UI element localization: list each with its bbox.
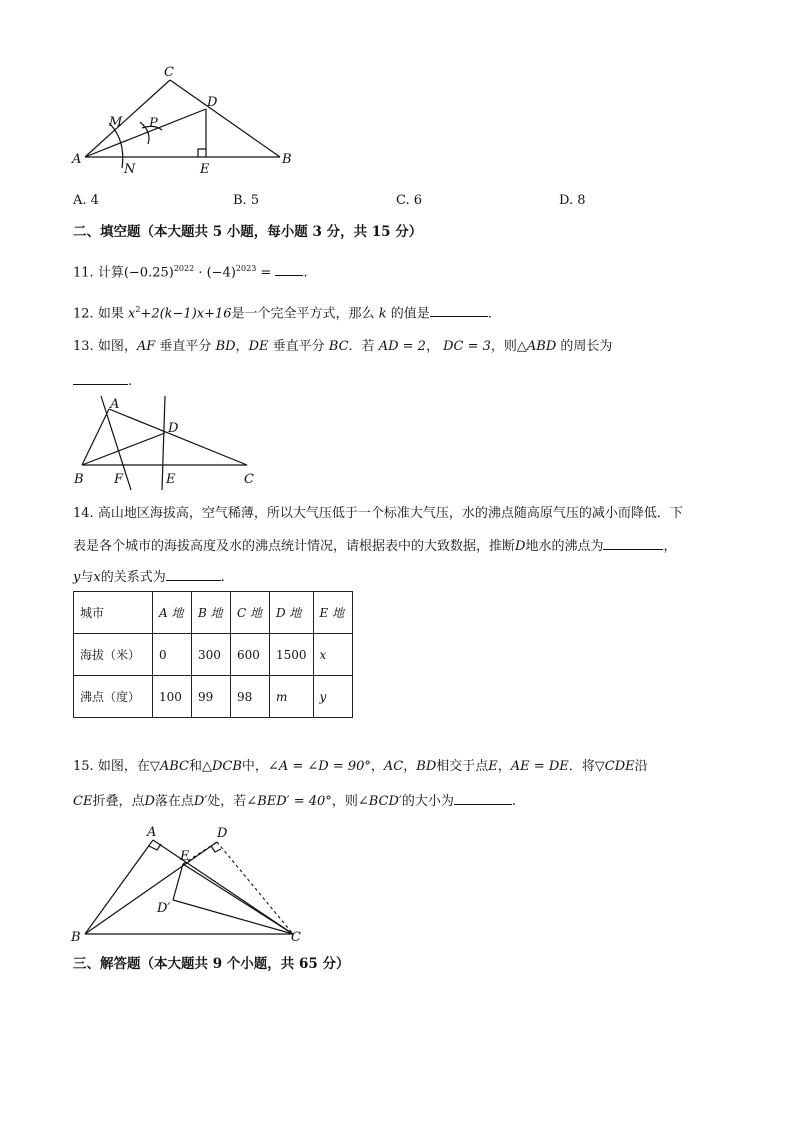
q11-equals: = bbox=[260, 265, 272, 281]
q15-t1i: 沿 bbox=[634, 759, 648, 774]
q14-text2b: 地水的沸点为 bbox=[525, 539, 604, 554]
altitude-boiling-table bbox=[73, 591, 353, 718]
option-b[interactable]: B. 5 bbox=[233, 193, 260, 208]
q13 bbox=[73, 338, 612, 356]
segment-AD bbox=[85, 109, 206, 157]
q15-AC: AC bbox=[383, 759, 404, 774]
q11-num: 11. bbox=[73, 265, 94, 281]
table-cell: m bbox=[270, 676, 314, 718]
q11-exp1: 2022 bbox=[173, 264, 195, 273]
q13-t3: 垂直平分 bbox=[272, 339, 325, 354]
label-E: E bbox=[166, 472, 176, 487]
q12-sq: 2 bbox=[135, 305, 141, 314]
table-cell: 1500 bbox=[270, 634, 314, 676]
q11-answer-blank[interactable] bbox=[275, 263, 303, 276]
q13-AF: AF bbox=[136, 339, 156, 354]
side-AC bbox=[109, 409, 247, 465]
label-C: C bbox=[164, 65, 174, 80]
q15-tri1: ▽ABC bbox=[149, 759, 189, 774]
table-cell: 98 bbox=[231, 676, 270, 718]
q15-t2c: 落在点 bbox=[154, 794, 194, 809]
q13-t2: ， bbox=[235, 339, 249, 354]
q15-num: 15. bbox=[73, 759, 94, 774]
q13-DE: DE bbox=[248, 339, 269, 354]
q14-D: D bbox=[515, 539, 526, 554]
right-angle-mark-D bbox=[211, 846, 221, 852]
right-angle-mark bbox=[198, 149, 206, 157]
q15-BD: BD bbox=[416, 759, 437, 774]
q13-answer-blank[interactable] bbox=[73, 372, 128, 385]
label-B: B bbox=[282, 152, 292, 167]
q13-AD: AD = 2 bbox=[378, 339, 426, 354]
option-c[interactable]: C. 6 bbox=[396, 193, 423, 208]
label-A: A bbox=[110, 397, 120, 412]
q15-Dp: D′ bbox=[193, 794, 208, 809]
label-D: D bbox=[168, 421, 179, 436]
label-D: D bbox=[207, 95, 218, 110]
q15-t1f: 相交于点 bbox=[436, 759, 489, 774]
q11-base2: (−4) bbox=[206, 265, 236, 281]
option-a[interactable]: A. 4 bbox=[73, 193, 99, 208]
label-F: F bbox=[114, 472, 124, 487]
q15-tri2: ▽CDE bbox=[594, 759, 635, 774]
q13-t5: ， bbox=[425, 339, 439, 354]
table-cell: 100 bbox=[153, 676, 192, 718]
q15-line1 bbox=[73, 758, 648, 776]
label-C: C bbox=[291, 930, 301, 945]
q14-line1 bbox=[73, 505, 683, 523]
table-row bbox=[74, 634, 353, 676]
q15-answer-blank[interactable] bbox=[454, 792, 512, 805]
q13-figure bbox=[68, 392, 268, 492]
q15-t1b: 和△ bbox=[188, 759, 212, 774]
q15-t1a: 如图，在 bbox=[97, 759, 150, 774]
q13-BC: BC bbox=[328, 339, 349, 354]
table-row bbox=[74, 676, 353, 718]
label-E: E bbox=[180, 849, 190, 864]
table-cell: x bbox=[313, 634, 352, 676]
q13-end: . bbox=[128, 374, 133, 389]
section3-heading: 三、解答题（本大题共 9 个小题，共 65 分） bbox=[73, 956, 350, 972]
q12-suffix2: 的值是 bbox=[390, 306, 430, 322]
q11-exp2: 2023 bbox=[235, 264, 257, 273]
q15-t2b: 折叠，点 bbox=[92, 794, 145, 809]
label-C: C bbox=[244, 472, 254, 487]
q11 bbox=[73, 260, 308, 282]
table-header-cell: D 地 bbox=[270, 592, 314, 634]
q14-line2 bbox=[73, 537, 676, 556]
q13-DC: DC = 3 bbox=[443, 339, 491, 354]
q11-dot: · bbox=[198, 265, 203, 281]
q14-text1: 高山地区海拔高，空气稀薄，所以大气压低于一个标准大气压，水的沸点随高原气压的减小而降低．下 bbox=[97, 506, 683, 521]
q11-base1: (−0.25) bbox=[123, 265, 174, 281]
table-cell: 99 bbox=[192, 676, 231, 718]
q12-num: 12. bbox=[73, 306, 94, 322]
q12-k: k bbox=[378, 306, 387, 322]
q12-mid: +2(k−1)x+16 bbox=[140, 306, 232, 322]
table-header-cell: B 地 bbox=[192, 592, 231, 634]
table-cell: 0 bbox=[153, 634, 192, 676]
q14-text2a: 表是各个城市的海拔高度及水的沸点统计情况，请根据表中的大致数据，推断 bbox=[73, 539, 516, 554]
table-cell: 海拔（米） bbox=[74, 634, 153, 676]
q15-DCB: DCB bbox=[211, 759, 242, 774]
q13-t7: 的周长为 bbox=[560, 339, 613, 354]
q14-text3a: 与 bbox=[80, 570, 94, 585]
q14-num: 14. bbox=[73, 506, 94, 521]
q13-num: 13. bbox=[73, 339, 94, 354]
q13-t4: ．若 bbox=[348, 339, 375, 354]
table-cell: y bbox=[313, 676, 352, 718]
q12-end: . bbox=[487, 306, 492, 322]
q15-t2d: 处，若 bbox=[207, 794, 247, 809]
q15-line2 bbox=[73, 792, 516, 811]
q12-suffix1: 是一个完全平方式，那么 bbox=[231, 306, 375, 322]
label-B: B bbox=[71, 930, 81, 945]
q15-angle2: ∠BCD′ bbox=[357, 794, 402, 809]
label-E: E bbox=[200, 162, 210, 177]
table-cell: 沸点（度） bbox=[74, 676, 153, 718]
q12-answer-blank[interactable] bbox=[430, 304, 488, 317]
q12-prefix: 如果 bbox=[97, 306, 124, 322]
q15-t1e: ， bbox=[403, 759, 417, 774]
q15-t1d: ， bbox=[370, 759, 384, 774]
q14-y: y bbox=[73, 570, 81, 585]
q14-answer-blank-1[interactable] bbox=[603, 537, 663, 550]
q13-BD: BD bbox=[215, 339, 236, 354]
q14-line3 bbox=[73, 568, 225, 587]
q15-t2f: 的大小为 bbox=[401, 794, 454, 809]
q15-angles: ∠A = ∠D = 90° bbox=[267, 759, 371, 774]
q11-end: . bbox=[303, 265, 308, 281]
option-d[interactable]: D. 8 bbox=[559, 193, 586, 208]
table-header-cell: C 地 bbox=[231, 592, 270, 634]
label-A: A bbox=[147, 825, 157, 840]
table-header-cell: 城市 bbox=[74, 592, 153, 634]
q14-text3b: 的关系式为 bbox=[100, 570, 166, 585]
q12-x: x bbox=[127, 306, 136, 322]
q12 bbox=[73, 301, 492, 323]
label-B: B bbox=[74, 472, 84, 487]
q15-figure bbox=[65, 822, 315, 947]
q15-AEDE: AE = DE bbox=[510, 759, 569, 774]
q13-part1: 如图， bbox=[97, 339, 137, 354]
segment-D-prime-C bbox=[173, 900, 293, 934]
table-cell: 300 bbox=[192, 634, 231, 676]
q13-t6: ，则△ bbox=[490, 339, 527, 354]
label-D-prime: D′ bbox=[157, 901, 171, 916]
q13-t1: 垂直平分 bbox=[159, 339, 212, 354]
label-D: D bbox=[217, 826, 228, 841]
label-N: N bbox=[124, 162, 136, 177]
table-cell: 600 bbox=[231, 634, 270, 676]
q15-CE: CE bbox=[73, 794, 93, 809]
table-header-cell: A 地 bbox=[153, 592, 192, 634]
table-header-row bbox=[74, 592, 353, 634]
side-AC bbox=[153, 840, 293, 934]
q14-x: x bbox=[93, 570, 101, 585]
side-CB bbox=[170, 80, 280, 157]
q15-angle1: ∠BED′ = 40° bbox=[246, 794, 332, 809]
q15-end: . bbox=[511, 794, 516, 809]
q15-Dpt: D bbox=[144, 794, 155, 809]
dashed-DC bbox=[217, 842, 293, 934]
section2-heading: 二、填空题（本大题共 5 小题，每小题 3 分，共 15 分） bbox=[73, 224, 423, 240]
q15-t1c: 中， bbox=[241, 759, 268, 774]
q15-t1g: ， bbox=[497, 759, 511, 774]
q13-ABD: ABD bbox=[526, 339, 557, 354]
q14-text2c: ， bbox=[663, 539, 677, 554]
q15-t2e: ，则 bbox=[331, 794, 358, 809]
q14-answer-blank-2[interactable] bbox=[166, 568, 221, 581]
label-A: A bbox=[72, 152, 82, 167]
q15-E: E bbox=[488, 759, 498, 774]
right-angle-mark-A bbox=[149, 844, 161, 850]
q13-answer-line bbox=[73, 372, 132, 391]
table-header-cell: E 地 bbox=[313, 592, 352, 634]
side-AB bbox=[85, 840, 153, 934]
q11-prefix: 计算 bbox=[97, 265, 124, 281]
line-DE bbox=[162, 396, 165, 490]
q10-figure bbox=[60, 60, 310, 185]
q14-end: . bbox=[220, 570, 225, 585]
label-P: P bbox=[149, 116, 158, 131]
label-M: M bbox=[109, 115, 123, 130]
segment-BE-line bbox=[85, 842, 217, 934]
q15-t1h: ．将 bbox=[568, 759, 595, 774]
segment-EC bbox=[183, 864, 293, 934]
